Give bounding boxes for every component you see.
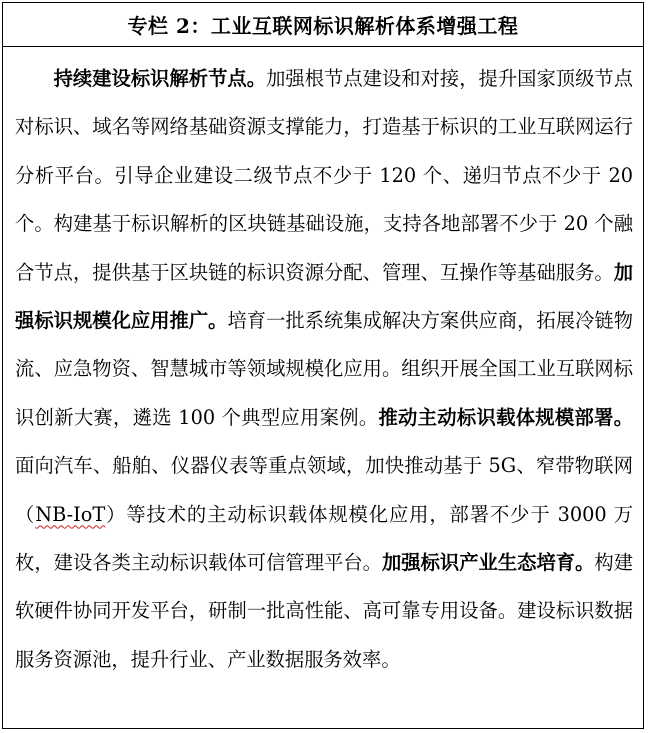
body-paragraph xyxy=(3,47,643,684)
text-active-carriers-a: 面向汽车、船舶、仪器仪表等重点领域，加快推动基于 5G、窄带物联网（ xyxy=(15,454,633,526)
nb-iot-term: NB-IoT xyxy=(35,502,106,526)
info-box xyxy=(2,2,644,729)
heading-build-nodes: 持续建设标识解析节点。 xyxy=(53,67,267,90)
text-promote-application: 培育一批系统集成解决方案供应商，拓展冷链物流、应急物资、智慧城市等领域规模化应用。组织开展全国工业互联网标识创新大赛，遴选 100 个典型应用案例。 xyxy=(15,309,634,429)
heading-ecosystem: 加强标识产业生态培育。 xyxy=(381,551,595,575)
text-build-nodes: 加强根节点建设和对接，提升国家顶级节点对标识、域名等网络基础资源支撑能力，打造基于标识的工业互联网运行分析平台。引导企业建设二级节点不少于 120 个、递归节点不少于 20 个。构建基于标识解析的区块链基础设施，支持各地部署不少于 20 个融合节点，提供基于区块链的标识资源分配、管理、互操作等基础服务。 xyxy=(15,67,634,284)
heading-promote-application: 加强标识规模化应用推广。 xyxy=(15,260,633,333)
title-row xyxy=(3,3,643,47)
heading-active-carriers: 推动主动标识载体规模部署。 xyxy=(378,405,634,429)
box-title: 专栏 2：工业互联网标识解析体系增强工程 xyxy=(127,14,519,38)
text-active-carriers-b: ）等技术的主动标识载体规模化应用，部署不少于 3000 万枚，建设各类主动标识载体可信管理平台。 xyxy=(15,502,633,575)
text-ecosystem: 构建软硬件协同开发平台，研制一批高性能、高可靠专用设备。建设标识数据服务资源池，提升行业、产业数据服务效率。 xyxy=(15,551,634,671)
